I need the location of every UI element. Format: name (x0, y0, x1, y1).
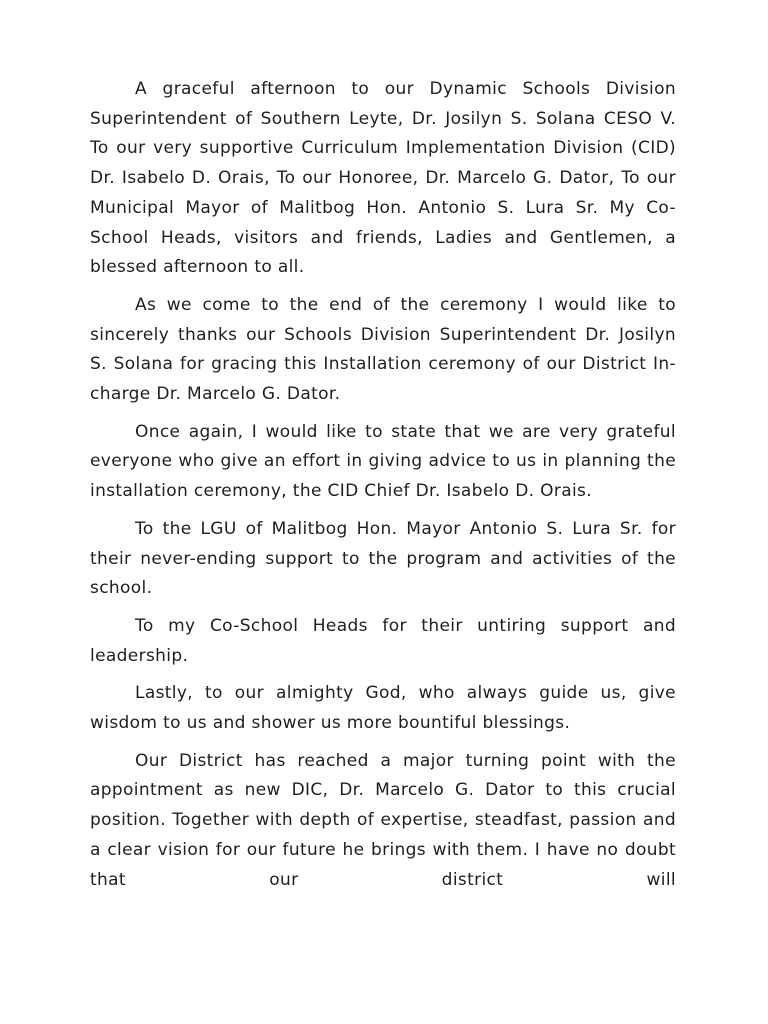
paragraph-thanks-everyone: Once again, I would like to state that we are very grateful everyone who give an effort in giving advice to us in planning the installation ceremony, the CID Chief Dr. Isabelo D. Orais. (90, 421, 676, 502)
paragraph-thanks-superintendent: As we come to the end of the ceremony I would like to sincerely thanks our Schools Division Superintendent Dr. Josilyn S. Solana for gracing this Installation ceremony of our District In-charge Dr. Marcelo G. Dator. (90, 294, 676, 405)
paragraph-turning-point: Our District has reached a major turning point with the appointment as new DIC, Dr. Marcelo G. Dator to this crucial position. Together with depth of expertise, steadfast, passion and a clear vision for our future he brings with them. I have no doubt that our district will (90, 750, 676, 890)
paragraph-thanks-lgu: To the LGU of Malitbog Hon. Mayor Antonio S. Lura Sr. for their never-ending support to the program and activities of the school. (90, 518, 676, 599)
speech-text (90, 75, 676, 895)
paragraph-thanks-god: Lastly, to our almighty God, who always guide us, give wisdom to us and shower us more bountiful blessings. (90, 683, 676, 734)
paragraph-greeting: A graceful afternoon to our Dynamic Schools Division Superintendent of Southern Leyte, Dr. Josilyn S. Solana CESO V. To our very supportive Curriculum Implementation Division (CID) Dr. Isabelo D. Orais, To our Honoree, Dr. Marcelo G. Dator, To our Municipal Mayor of Malitbog Hon. Antonio S. Lura Sr. My Co-School Heads, visitors and friends, Ladies and Gentlemen, a blessed afternoon to all. (90, 79, 676, 278)
paragraph-thanks-co-school-heads: To my Co-School Heads for their untiring support and leadership. (90, 615, 676, 666)
